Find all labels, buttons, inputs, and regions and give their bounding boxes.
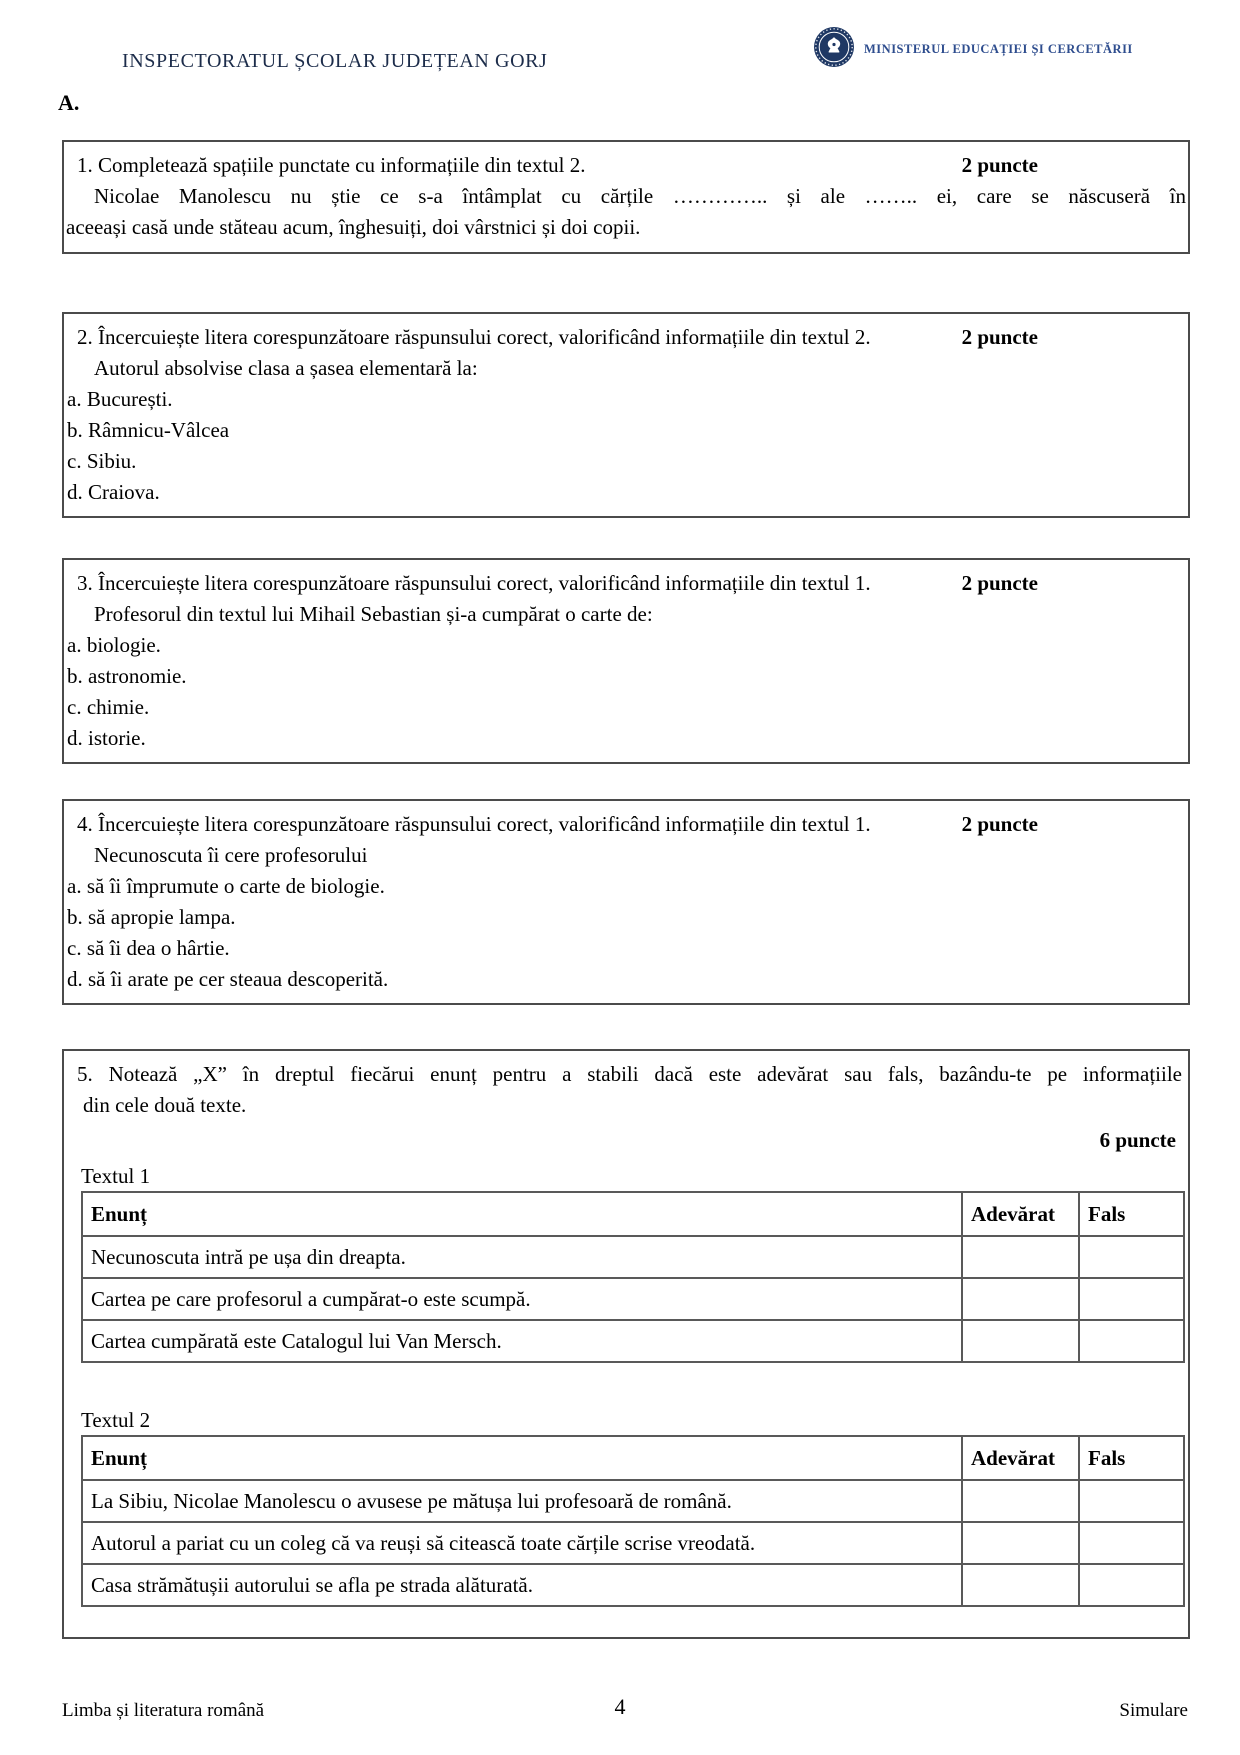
question-5-prompt-line1: 5. Notează „X” în dreptul fiecărui enunț pentru a stabili dacă este adevărat sau fals, bazându-te pe informațiile xyxy=(77,1062,1182,1086)
table-2-header-false: Fals xyxy=(1079,1436,1184,1480)
table-1-caption: Textul 1 xyxy=(81,1164,151,1188)
questions-area xyxy=(62,140,1190,1639)
question-box-5 xyxy=(62,1049,1190,1639)
question-3-option-d: d. istorie. xyxy=(67,726,146,750)
question-5-prompt-line2: din cele două texte. xyxy=(83,1093,247,1117)
question-1-body-line1: Nicolae Manolescu nu știe ce s-a întâmplat cu cărțile ………….. și ale …….. ei, care se născuseră în xyxy=(94,184,1186,208)
table-1-header-true: Adevărat xyxy=(962,1192,1079,1236)
table-2-row-2-false-cell[interactable] xyxy=(1079,1522,1184,1564)
table-1-row-2-true-cell[interactable] xyxy=(962,1278,1079,1320)
question-4-prompt: 4. Încercuiește litera corespunzătoare răspunsului corect, valorificând informațiile din textul 1. xyxy=(77,812,871,836)
table-2-statement-1: La Sibiu, Nicolae Manolescu o avusese pe mătușa lui profesoară de română. xyxy=(82,1480,962,1522)
question-3-option-b: b. astronomie. xyxy=(67,664,187,688)
table-2-row-1-false-cell[interactable] xyxy=(1079,1480,1184,1522)
table-1-row-3-true-cell[interactable] xyxy=(962,1320,1079,1362)
table-row xyxy=(82,1480,1184,1522)
question-2-option-a: a. București. xyxy=(67,387,173,411)
question-4-points: 2 puncte xyxy=(961,812,1038,836)
table-2-header-true: Adevărat xyxy=(962,1436,1079,1480)
question-1-points: 2 puncte xyxy=(961,153,1038,177)
table-1-row-3-false-cell[interactable] xyxy=(1079,1320,1184,1362)
table-2-row-2-true-cell[interactable] xyxy=(962,1522,1079,1564)
table-row xyxy=(82,1236,1184,1278)
table-2-statement-2: Autorul a pariat cu un coleg că va reuși să citească toate cărțile scrise vreodată. xyxy=(82,1522,962,1564)
question-box-4 xyxy=(62,799,1190,1005)
question-4-stem: Necunoscuta îi cere profesorului xyxy=(94,843,368,867)
table-1-header-statement: Enunț xyxy=(82,1192,962,1236)
question-4-option-b: b. să apropie lampa. xyxy=(67,905,236,929)
true-false-table-1 xyxy=(81,1191,1185,1363)
table-row xyxy=(82,1278,1184,1320)
question-4-option-a: a. să îi împrumute o carte de biologie. xyxy=(67,874,385,898)
table-1-row-2-false-cell[interactable] xyxy=(1079,1278,1184,1320)
question-box-1 xyxy=(62,140,1190,254)
question-1-prompt: 1. Completează spațiile punctate cu informațiile din textul 2. xyxy=(77,153,586,177)
table-row xyxy=(82,1192,1184,1236)
table-1-statement-1: Necunoscuta intră pe ușa din dreapta. xyxy=(82,1236,962,1278)
ministry-name: MINISTERUL EDUCAȚIEI ȘI CERCETĂRII xyxy=(864,42,1133,56)
table-row xyxy=(82,1564,1184,1606)
section-label: A. xyxy=(58,90,80,115)
table-2-row-3-false-cell[interactable] xyxy=(1079,1564,1184,1606)
table-2-statement-3: Casa strămătușii autorului se afla pe strada alăturată. xyxy=(82,1564,962,1606)
table-2-header-statement: Enunț xyxy=(82,1436,962,1480)
table-1-statement-3: Cartea cumpărată este Catalogul lui Van Mersch. xyxy=(82,1320,962,1362)
page-number: 4 xyxy=(614,1694,626,1719)
question-5-points: 6 puncte xyxy=(1099,1128,1176,1152)
question-2-prompt: 2. Încercuiește litera corespunzătoare răspunsului corect, valorificând informațiile din textul 2. xyxy=(77,325,871,349)
table-1-row-1-true-cell[interactable] xyxy=(962,1236,1079,1278)
table-row xyxy=(82,1522,1184,1564)
question-2-stem: Autorul absolvise clasa a șasea elementară la: xyxy=(94,356,478,380)
table-1-header-false: Fals xyxy=(1079,1192,1184,1236)
question-2-option-b: b. Râmnicu-Vâlcea xyxy=(67,418,230,442)
question-2-points: 2 puncte xyxy=(961,325,1038,349)
table-1-row-1-false-cell[interactable] xyxy=(1079,1236,1184,1278)
ministry-header xyxy=(813,26,1133,73)
question-4-option-d: d. să îi arate pe cer steaua descoperită. xyxy=(67,967,389,991)
question-box-3 xyxy=(62,558,1190,764)
question-3-option-c: c. chimie. xyxy=(67,695,150,719)
question-2-option-c: c. Sibiu. xyxy=(67,449,137,473)
question-3-points: 2 puncte xyxy=(961,571,1038,595)
inspectorate-title: INSPECTORATUL ȘCOLAR JUDEȚEAN GORJ xyxy=(122,50,548,72)
footer-subject: Limba și literatura română xyxy=(62,1700,265,1721)
footer-exam-type: Simulare xyxy=(1119,1700,1188,1721)
table-row xyxy=(82,1320,1184,1362)
table-row xyxy=(82,1436,1184,1480)
question-3-stem: Profesorul din textul lui Mihail Sebastian și-a cumpărat o carte de: xyxy=(94,602,653,626)
table-2-caption: Textul 2 xyxy=(81,1408,151,1432)
question-3-option-a: a. biologie. xyxy=(67,633,161,657)
question-4-option-c: c. să îi dea o hârtie. xyxy=(67,936,230,960)
true-false-table-2 xyxy=(81,1435,1185,1607)
question-2-option-d: d. Craiova. xyxy=(67,480,160,504)
table-2-row-3-true-cell[interactable] xyxy=(962,1564,1079,1606)
question-1-body-line2: aceeași casă unde stăteau acum, înghesuiți, doi vârstnici și doi copii. xyxy=(66,215,641,239)
government-seal-icon xyxy=(813,26,855,73)
table-1-statement-2: Cartea pe care profesorul a cumpărat-o este scumpă. xyxy=(82,1278,962,1320)
question-box-2 xyxy=(62,312,1190,518)
question-3-prompt: 3. Încercuiește litera corespunzătoare răspunsului corect, valorificând informațiile din textul 1. xyxy=(77,571,871,595)
table-2-row-1-true-cell[interactable] xyxy=(962,1480,1079,1522)
